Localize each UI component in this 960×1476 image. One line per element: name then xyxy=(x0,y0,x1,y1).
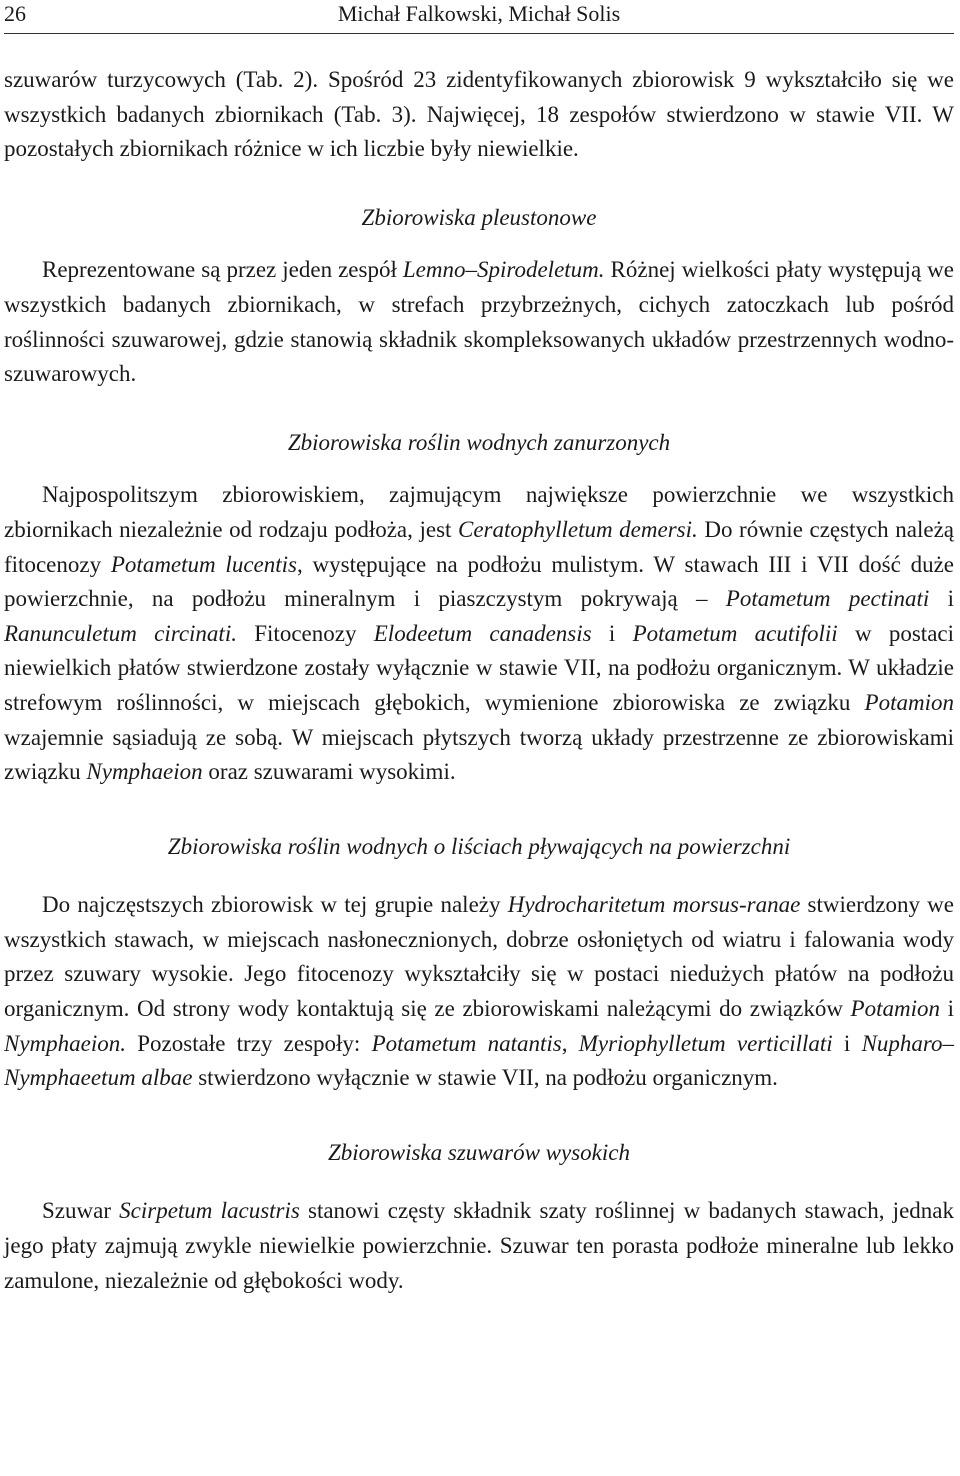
text-run: i xyxy=(591,620,633,646)
paragraph-reeds xyxy=(4,1194,954,1298)
text-run: Szuwar xyxy=(42,1198,120,1224)
text-run: w postaci niewielkich płatów stwierdzone zostały wyłącznie w stawie VII, na podłożu organicznym. W układzie strefowym roślinności, w miejscach głębokich, wymienione zbiorowiska ze związku xyxy=(4,620,954,715)
taxon-name: Elodeetum canadensis xyxy=(373,620,592,646)
page xyxy=(4,0,954,1298)
section-heading-pleuston: Zbiorowiska pleustonowe xyxy=(361,204,597,230)
text-run: oraz szuwarami wysokimi. xyxy=(202,759,456,785)
text-run: , xyxy=(561,1030,579,1056)
taxon-name: Potametum acutifolii xyxy=(632,620,838,646)
paragraph-submerged xyxy=(4,478,954,789)
text-run: , występujące na podłożu mulistym. W stawach III i VII dość duże powierzchnie, na podłożu mineralnym i piaszczystym pokrywają – xyxy=(4,551,955,612)
taxon-name: Ranunculetum circinati. xyxy=(4,620,237,646)
taxon-name: Nymphaeion. xyxy=(4,1030,127,1056)
article-body xyxy=(4,63,954,1298)
paragraph-pleuston xyxy=(4,253,954,391)
section-heading-reeds: Zbiorowiska szuwarów wysokich xyxy=(327,1139,630,1165)
taxon-name: Scirpetum lacustris xyxy=(119,1198,300,1224)
section-heading-floating: Zbiorowiska roślin wodnych o liściach pływających na powierzchni xyxy=(167,833,791,859)
text-run: Reprezentowane są przez jeden zespół xyxy=(42,257,403,283)
taxon-name: Ceratophylletum demersi. xyxy=(458,516,698,542)
taxon-name: Potametum pectinati xyxy=(725,586,930,612)
taxon-name: Potametum lucentis xyxy=(110,551,297,577)
text-run: stanowi częsty składnik szaty roślinnej w badanych stawach, jednak jego płaty zajmują zwykle niewielkie powierzchnie. Szuwar ten porasta podłoże mineralne lub lekko zamulone, niezależnie od głębokości wody. xyxy=(4,1198,954,1293)
text-run: Do najczęstszych zbiorowisk w tej grupie należy xyxy=(42,892,508,918)
taxon-name: Myriophylletum verticillati xyxy=(578,1030,833,1056)
text-run: i xyxy=(940,996,955,1022)
text-run: Fitocenozy xyxy=(236,620,374,646)
text-run: i xyxy=(832,1030,862,1056)
taxon-name: Nymphaeion xyxy=(86,759,203,785)
intro-paragraph: szuwarów turzycowych (Tab. 2). Spośród 23 zidentyfikowanych zbiorowisk 9 wykształciło się we wszystkich badanych zbiornikach (Tab. 3). Najwięcej, 18 zespołów stwierdzono w stawie VII. W pozostałych zbiornikach różnice w ich liczbie były niewielkie. xyxy=(4,67,954,162)
text-run: Pozostałe trzy zespoły: xyxy=(126,1030,372,1056)
taxon-name: Potametum natantis xyxy=(371,1030,562,1056)
taxon-name: Potamion xyxy=(864,689,954,715)
taxon-name: Lemno–Spirodeletum. xyxy=(402,257,605,283)
page-number: 26 xyxy=(4,1,26,26)
header-authors: Michał Falkowski, Michał Solis xyxy=(337,1,621,26)
section-heading-submerged: Zbiorowiska roślin wodnych zanurzonych xyxy=(287,429,671,455)
paragraph-floating xyxy=(4,888,954,1096)
text-run: i xyxy=(929,586,954,612)
text-run: stwierdzono wyłącznie w stawie VII, na podłożu organicznym. xyxy=(192,1065,778,1091)
text-run: stwierdzony we wszystkich stawach, w miejscach nasłonecznionych, dobrze osłoniętych od wiatru i falowania wody przez szuwary wysokie. Jego fitocenozy wykształciły się w postaci niedużych płatów na podłożu organicznym. Od strony wody kontaktują się ze zbiorowiskami należącymi do związków xyxy=(4,892,955,1022)
taxon-name: Potamion xyxy=(850,996,940,1022)
taxon-name: Hydrocharitetum morsus-ranae xyxy=(507,892,801,918)
running-header xyxy=(4,0,954,34)
text-run: Najpospolitszym zbiorowiskiem, zajmującym największe powierzchnie we wszystkich zbiornikach niezależnie od rodzaju podłoża, jest xyxy=(4,482,954,542)
text-run: Różnej wielkości płaty występują we wszystkich badanych zbiornikach, w strefach przybrzeżnych, cichych zatoczkach lub pośród roślinności szuwarowej, gdzie stanowią składnik skompleksowanych układów przestrzennych wodno-szuwarowych. xyxy=(4,257,954,387)
taxon-name: Nupharo–Nymphaeetum albae xyxy=(4,1030,955,1091)
text-run: wzajemnie sąsiadują ze sobą. W miejscach płytszych tworzą układy przestrzenne ze zbiorowiskami związku xyxy=(4,724,954,785)
text-run: Do równie częstych należą fitocenozy xyxy=(4,516,954,577)
